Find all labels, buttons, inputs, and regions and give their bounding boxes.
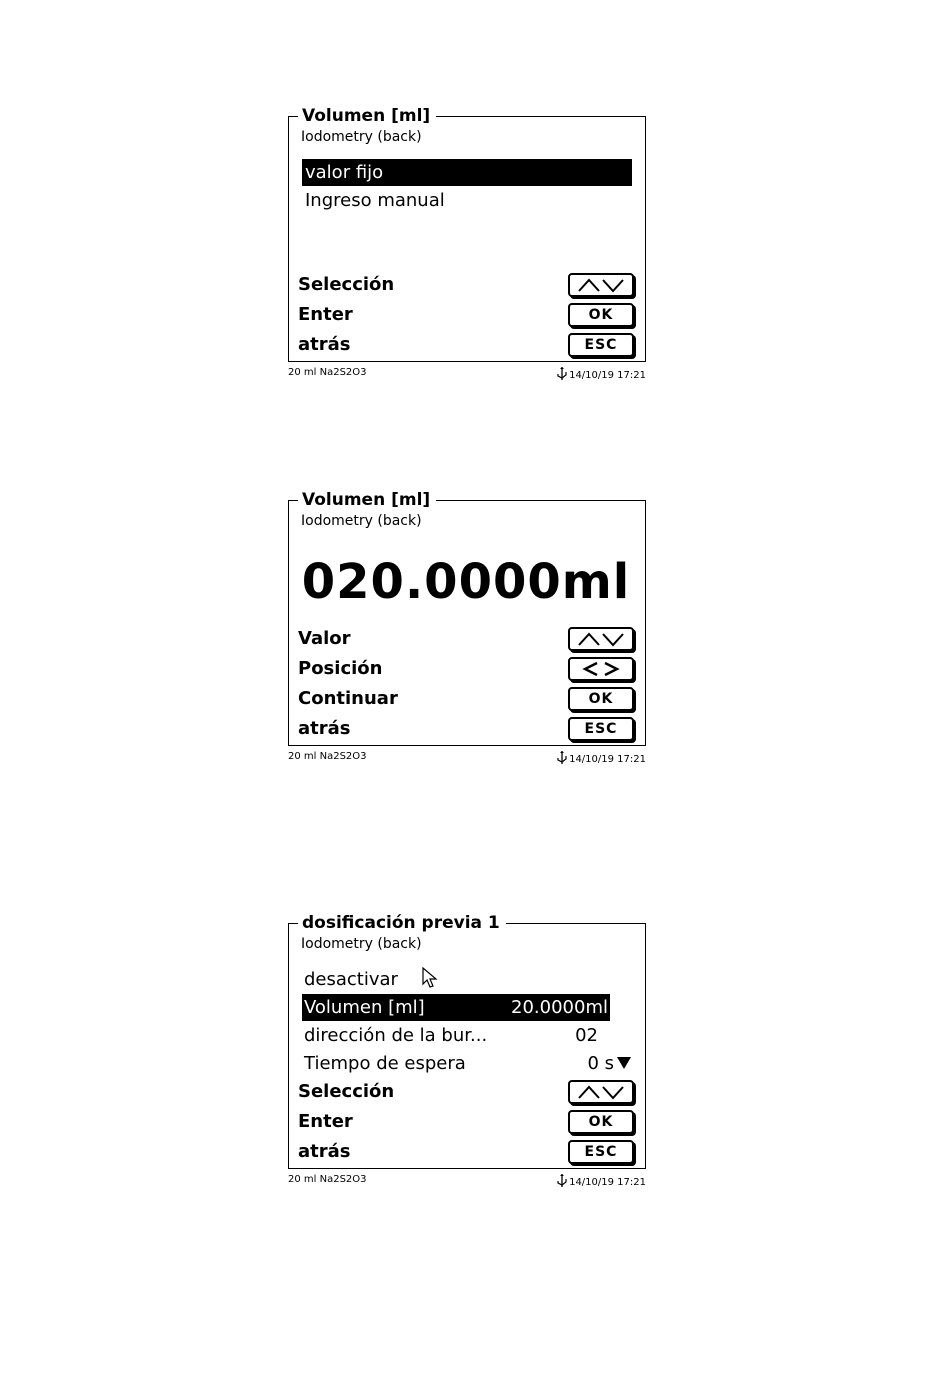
dialog-title: dosificación previa 1 [298, 914, 506, 932]
option-valor-fijo[interactable]: valor fijo [302, 159, 632, 186]
param-label: dirección de la bur... [304, 1025, 488, 1046]
key-row-continuar [298, 685, 634, 715]
key-row-valor [298, 625, 634, 655]
key-label-atras: atrás [298, 1141, 351, 1162]
status-reagent: 20 ml Na2S2O3 [288, 367, 367, 378]
dialog-title: Volumen [ml] [298, 107, 436, 125]
key-row-posicion [298, 655, 634, 685]
left-right-button[interactable] [568, 657, 634, 681]
ok-button[interactable]: OK [568, 687, 634, 711]
scroll-down-arrow-icon [616, 1056, 632, 1070]
status-datetime: 14/10/19 17:21 [569, 370, 646, 381]
usb-icon [557, 367, 567, 380]
key-row-atras [298, 1138, 634, 1168]
up-down-arrows-icon [575, 277, 627, 293]
param-value-container [587, 1050, 632, 1077]
key-label-valor: Valor [298, 628, 351, 649]
param-label: Volumen [ml] [304, 997, 425, 1018]
status-datetime-container [557, 751, 646, 766]
key-label-atras: atrás [298, 718, 351, 739]
param-direccion[interactable] [302, 1022, 632, 1049]
key-label-atras: atrás [298, 334, 351, 355]
mouse-cursor-icon [422, 967, 438, 989]
param-tiempo-espera[interactable] [302, 1050, 632, 1077]
key-row-seleccion [298, 271, 634, 301]
status-datetime: 14/10/19 17:21 [569, 754, 646, 765]
key-row-atras [298, 331, 634, 361]
status-datetime-container [557, 1174, 646, 1189]
param-desactivar[interactable] [302, 966, 632, 993]
param-value: 0 s [587, 1053, 614, 1074]
key-row-seleccion [298, 1078, 634, 1108]
key-row-enter [298, 1108, 634, 1138]
option-ingreso-manual[interactable]: Ingreso manual [305, 190, 445, 211]
up-down-arrows-icon [575, 631, 627, 647]
key-label-seleccion: Selección [298, 1081, 395, 1102]
key-row-atras [298, 715, 634, 745]
method-name: Iodometry (back) [301, 513, 422, 529]
key-row-enter [298, 301, 634, 331]
key-label-enter: Enter [298, 1111, 353, 1132]
param-value: 02 [575, 1025, 598, 1046]
up-down-arrows-icon [575, 1084, 627, 1100]
key-label-seleccion: Selección [298, 274, 395, 295]
up-down-button[interactable] [568, 1080, 634, 1104]
usb-icon [557, 751, 567, 764]
param-label: desactivar [304, 969, 398, 990]
status-reagent: 20 ml Na2S2O3 [288, 1174, 367, 1185]
volume-value-display[interactable]: 020.0000ml [301, 554, 631, 610]
usb-icon [557, 1174, 567, 1187]
key-label-enter: Enter [298, 304, 353, 325]
status-datetime-container [557, 367, 646, 382]
up-down-button[interactable] [568, 627, 634, 651]
esc-button[interactable]: ESC [568, 717, 634, 741]
ok-button[interactable]: OK [568, 303, 634, 327]
status-reagent: 20 ml Na2S2O3 [288, 751, 367, 762]
method-name: Iodometry (back) [301, 129, 422, 145]
ok-button[interactable]: OK [568, 1110, 634, 1134]
status-datetime: 14/10/19 17:21 [569, 1177, 646, 1188]
up-down-button[interactable] [568, 273, 634, 297]
left-right-arrows-icon [575, 661, 627, 677]
key-label-posicion: Posición [298, 658, 383, 679]
param-value: 20.0000ml [511, 997, 608, 1018]
method-name: Iodometry (back) [301, 936, 422, 952]
esc-button[interactable]: ESC [568, 333, 634, 357]
param-volumen[interactable] [302, 994, 610, 1021]
key-label-continuar: Continuar [298, 688, 398, 709]
esc-button[interactable]: ESC [568, 1140, 634, 1164]
param-label: Tiempo de espera [304, 1053, 466, 1074]
dialog-title: Volumen [ml] [298, 491, 436, 509]
